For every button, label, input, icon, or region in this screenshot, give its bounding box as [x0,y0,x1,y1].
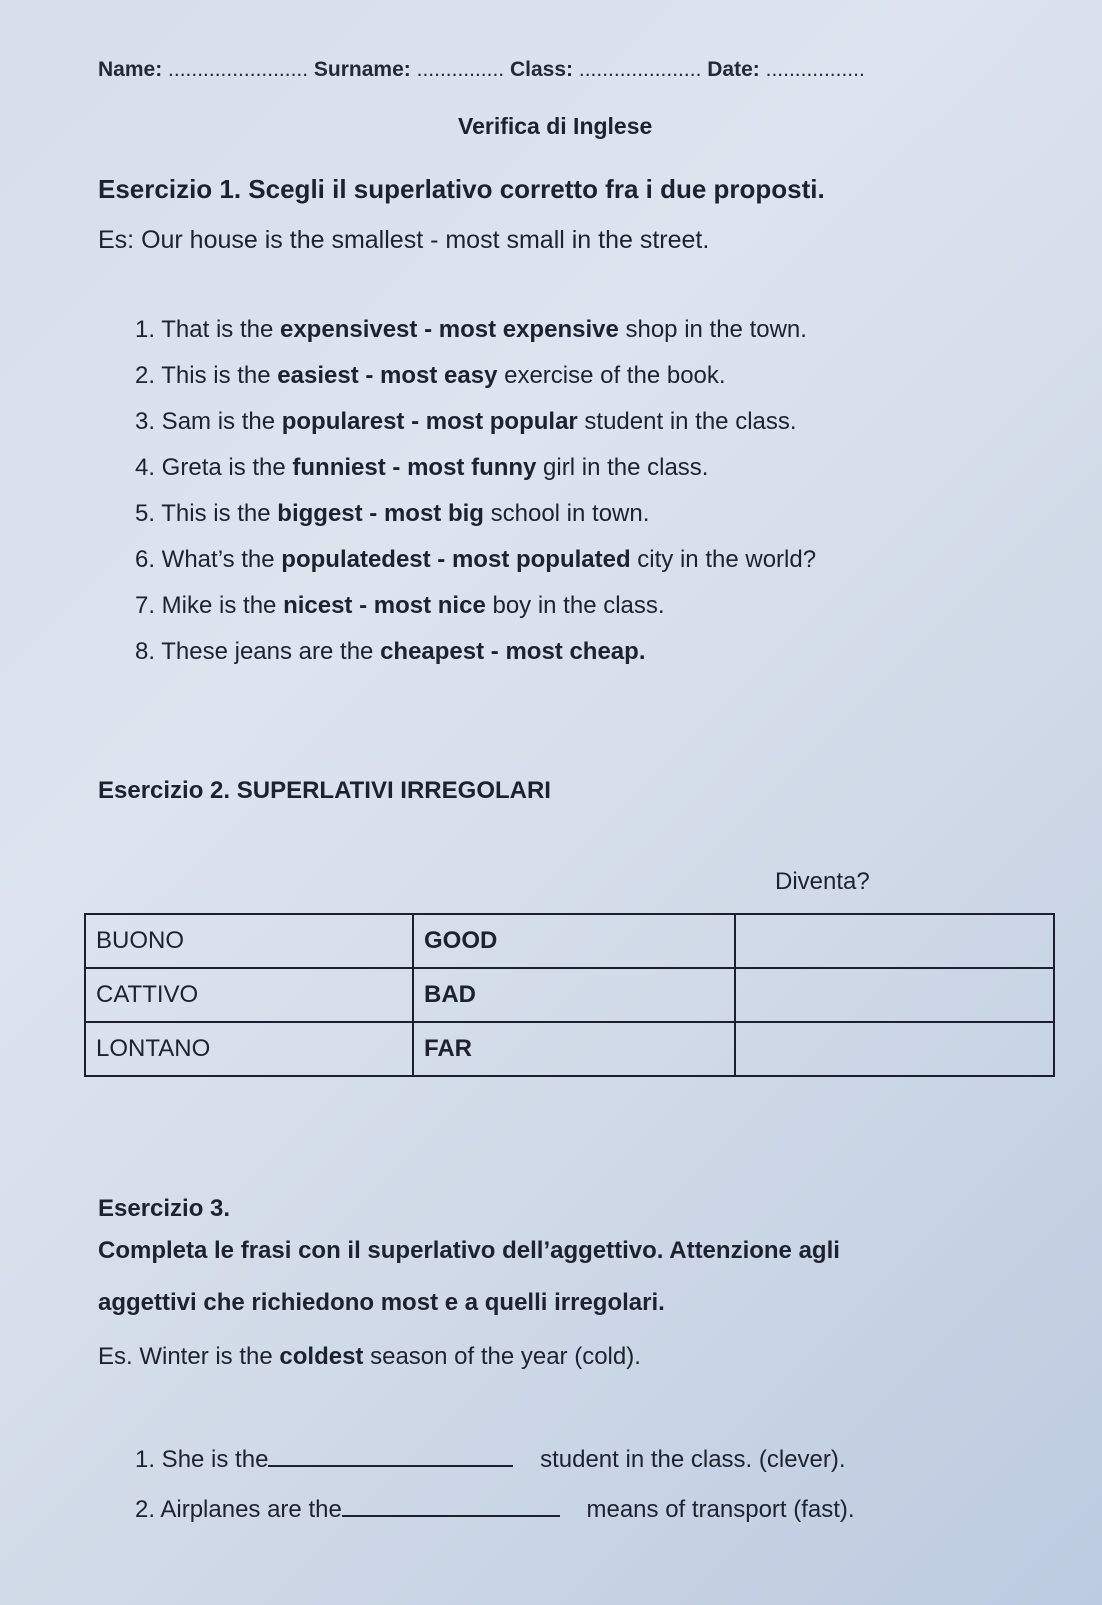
item-post: school in town. [483,500,650,527]
italian-cell: CATTIVO [85,968,413,1022]
name-field[interactable]: ........................ [168,58,309,81]
table-row [85,914,1054,968]
italian-cell: BUONO [85,914,413,968]
exercise3-example [98,1343,641,1371]
item-pre: 4. Greta is the [135,454,293,481]
item-choice[interactable]: funniest - most funny [292,454,537,481]
example-pre: Es. Winter is the [98,1343,280,1370]
date-label: Date: [707,58,760,81]
item-choice[interactable]: populatedest - most populated [281,546,631,573]
exercise2-heading: Esercizio 2. SUPERLATIVI IRREGOLARI [98,777,551,804]
english-cell: GOOD [413,914,735,968]
exercise1-item [135,500,649,528]
item-choice[interactable]: cheapest - most cheap. [380,638,646,665]
exercise1-heading: Esercizio 1. Scegli il superlativo corretto fra i due proposti. [98,174,825,204]
item-choice[interactable]: expensivest - most expensive [279,316,619,343]
item-choice[interactable]: easiest - most easy [277,362,498,389]
item-post: exercise of the book. [497,362,726,389]
date-field[interactable]: ................. [765,58,865,81]
item-pre: 3. Sam is the [135,408,282,435]
student-info-header [98,58,865,82]
exercise1-item [135,362,726,390]
item-pre: 2. Airplanes are the [135,1496,342,1523]
item-post: means of transport (fast). [586,1496,855,1523]
answer-cell[interactable] [735,1022,1054,1076]
item-post: boy in the class. [485,592,665,619]
answer-cell[interactable] [735,914,1054,968]
class-field[interactable]: ..................... [578,58,702,81]
surname-label: Surname: [313,58,411,81]
exercise3-instruction-line1: Completa le frasi con il superlativo dell’aggettivo. Attenzione agli [98,1237,840,1264]
exercise1-item [135,454,708,482]
example-post: season of the year (cold). [363,1343,641,1370]
exercise1-item [135,546,816,574]
surname-field[interactable]: ............... [416,58,505,81]
table-row [85,1022,1054,1076]
item-choice[interactable]: biggest - most big [277,500,484,527]
english-cell: BAD [413,968,735,1022]
item-post: girl in the class. [536,454,709,481]
exercise1-example: Es: Our house is the smallest - most small in the street. [98,226,710,254]
item-pre: 1. She is the [135,1446,269,1473]
exercise1-item [135,408,797,436]
answer-cell[interactable] [735,968,1054,1022]
item-post: shop in the town. [618,316,807,343]
example-answer: coldest [279,1343,364,1370]
exercise3-item [135,1493,855,1524]
name-label: Name: [98,58,163,81]
item-choice[interactable]: nicest - most nice [283,592,486,619]
exercise1-item [135,592,665,620]
item-pre: 7. Mike is the [135,592,284,619]
english-cell: FAR [413,1022,735,1076]
item-pre: 1. That is the [135,316,280,343]
exercise1-item [135,638,645,666]
class-label: Class: [510,58,574,81]
column-hint: Diventa? [775,868,870,895]
answer-blank[interactable] [342,1493,560,1517]
irregular-superlatives-table [84,913,1055,1077]
item-pre: 8. These jeans are the [135,638,381,665]
exercise3-item [135,1443,846,1474]
item-pre: 2. This is the [135,362,278,389]
item-post: city in the world? [630,546,817,573]
exercise3-heading: Esercizio 3. [98,1195,231,1222]
italian-cell: LONTANO [85,1022,413,1076]
item-pre: 5. This is the [135,500,278,527]
page-title: Verifica di Inglese [458,113,653,139]
item-pre: 6. What’s the [135,546,282,573]
table-row [85,968,1054,1022]
exercise1-item [135,316,807,344]
exercise3-instruction-line2: aggettivi che richiedono most e a quelli irregolari. [98,1289,665,1316]
answer-blank[interactable] [268,1443,513,1467]
item-post: student in the class. [577,408,797,435]
item-post: student in the class. (clever). [540,1446,846,1473]
item-choice[interactable]: popularest - most popular [281,408,578,435]
